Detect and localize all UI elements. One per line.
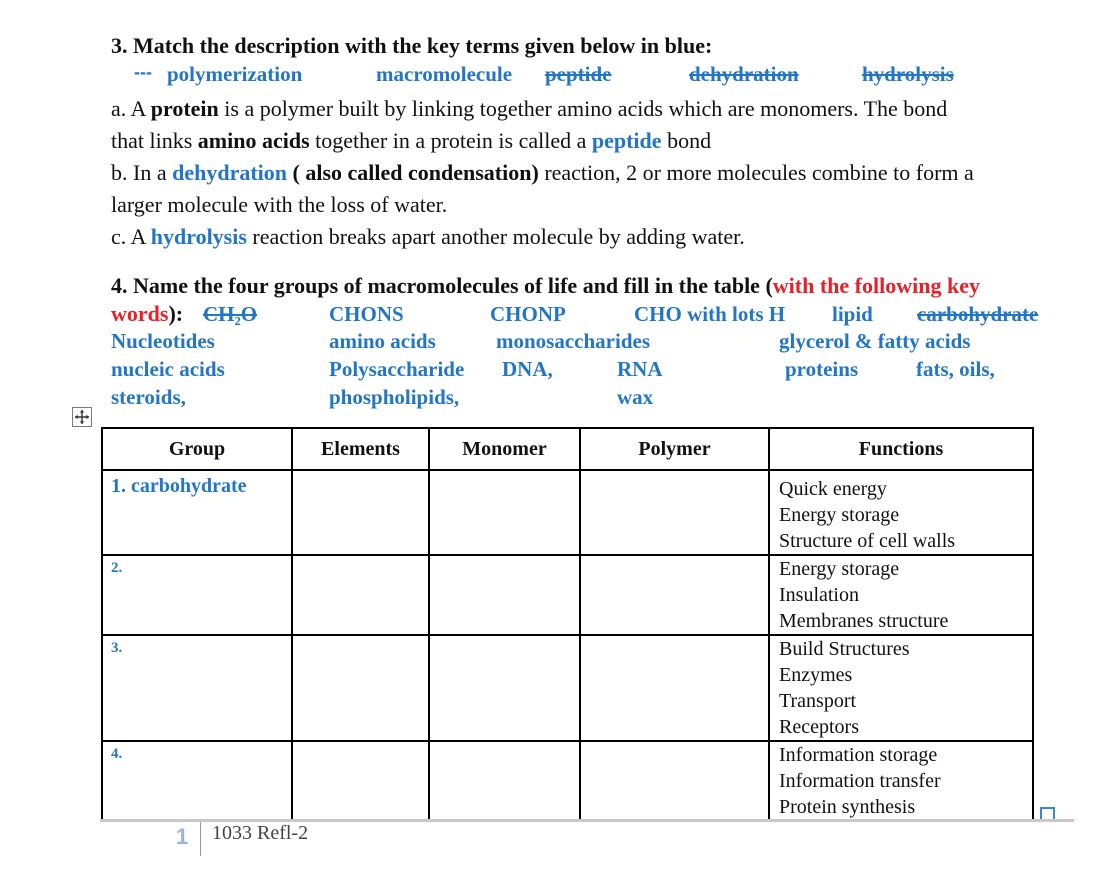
header-polymer: Polymer xyxy=(580,428,769,470)
page-number-divider xyxy=(200,822,201,856)
cell-group[interactable] xyxy=(102,470,292,555)
kw-monosaccharides: monosaccharides xyxy=(496,329,650,353)
cell-monomer[interactable] xyxy=(429,635,580,741)
cell-group[interactable] xyxy=(102,635,292,741)
kw-nucleotides: Nucleotides xyxy=(111,329,215,353)
q3c-line: c. A hydrolysis reaction breaks apart another molecule by adding water. xyxy=(111,224,745,249)
kw-wax: wax xyxy=(617,385,654,409)
kw-nucleic-acids: nucleic acids xyxy=(111,357,225,381)
table-move-handle[interactable] xyxy=(72,407,92,427)
q4-title: 4. Name the four groups of macromolecules of life and fill in the table (with the following key xyxy=(111,273,980,298)
kw-chonp: CHONP xyxy=(490,302,566,326)
q3-title: 3. Match the description with the key terms given below in blue: xyxy=(111,33,713,58)
cell-monomer[interactable] xyxy=(429,741,580,821)
term-dehydration: dehydration xyxy=(689,62,799,86)
header-group: Group xyxy=(102,428,292,470)
kw-lipid: lipid xyxy=(832,302,873,326)
table-row xyxy=(102,635,1033,741)
cell-functions xyxy=(769,555,1033,635)
footer-text: 1033 Refl-2 xyxy=(212,822,309,844)
cell-functions xyxy=(769,470,1033,555)
function-item: Enzymes xyxy=(779,664,853,686)
group-label: 1. carbohydrate xyxy=(111,475,247,497)
q3b-line1: b. In a dehydration ( also called condensation) reaction, 2 or more molecules combine to form a xyxy=(111,160,974,185)
macromolecule-table xyxy=(101,427,1034,822)
group-label: 2. xyxy=(111,560,123,576)
table-row xyxy=(102,555,1033,635)
function-item: Build Structures xyxy=(779,638,910,660)
cell-elements[interactable] xyxy=(292,470,429,555)
cell-polymer[interactable] xyxy=(580,635,769,741)
table-row xyxy=(102,470,1033,555)
cell-polymer[interactable] xyxy=(580,555,769,635)
cell-group[interactable] xyxy=(102,741,292,821)
q3a-line2: that links amino acids together in a protein is called a peptide bond xyxy=(111,128,712,153)
function-item: Membranes structure xyxy=(779,610,949,632)
cell-elements[interactable] xyxy=(292,741,429,821)
cell-functions xyxy=(769,741,1033,821)
function-item: Protein synthesis xyxy=(779,796,916,818)
q3b-answer: dehydration xyxy=(172,160,288,185)
kw-phospholipids: phospholipids, xyxy=(329,385,460,409)
four-arrows-icon xyxy=(74,409,90,425)
term-macromolecule: macromolecule xyxy=(376,62,513,86)
cell-polymer[interactable] xyxy=(580,741,769,821)
q3a-line1: a. A protein is a polymer built by linking together amino acids which are monomers. The bond xyxy=(111,96,948,121)
cell-polymer[interactable] xyxy=(580,470,769,555)
kw-steroids: steroids, xyxy=(111,385,186,409)
group-label: 4. xyxy=(111,746,123,762)
term-polymerization: polymerization xyxy=(167,62,303,86)
term-peptide: peptide xyxy=(545,62,612,86)
table-row xyxy=(102,741,1033,821)
header-monomer: Monomer xyxy=(429,428,580,470)
header-functions: Functions xyxy=(769,428,1033,470)
kw-chons: CHONS xyxy=(329,302,404,326)
q3c-answer: hydrolysis xyxy=(150,224,247,249)
kw-fats-oils: fats, oils, xyxy=(916,357,995,381)
function-item: Quick energy xyxy=(779,478,887,500)
function-item: Information storage xyxy=(779,744,938,766)
function-item: Insulation xyxy=(779,584,859,606)
cell-elements[interactable] xyxy=(292,635,429,741)
kw-carbohydrate: carbohydrate xyxy=(917,302,1039,326)
page-number: 1 xyxy=(176,824,189,849)
table-header-row xyxy=(102,428,1033,470)
function-item: Information transfer xyxy=(779,770,941,792)
kw-cho-lots-h: CHO with lots H xyxy=(634,302,786,326)
q3a-answer: peptide xyxy=(591,128,662,153)
function-item: Energy storage xyxy=(779,504,900,526)
cell-monomer[interactable] xyxy=(429,555,580,635)
cell-elements[interactable] xyxy=(292,555,429,635)
kw-rna: RNA xyxy=(617,357,663,381)
q4-title-cont: words): xyxy=(111,301,184,326)
dash: --- xyxy=(134,62,152,82)
cell-monomer[interactable] xyxy=(429,470,580,555)
term-hydrolysis: hydrolysis xyxy=(862,62,954,86)
cell-functions xyxy=(769,635,1033,741)
function-item: Energy storage xyxy=(779,558,900,580)
kw-dna: DNA, xyxy=(502,357,553,381)
kw-amino-acids: amino acids xyxy=(329,329,436,353)
function-item: Structure of cell walls xyxy=(779,530,956,552)
cell-group[interactable] xyxy=(102,555,292,635)
function-item: Transport xyxy=(779,690,857,712)
kw-proteins: proteins xyxy=(785,357,859,381)
kw-polysaccharide: Polysaccharide xyxy=(329,357,465,381)
q3b-line2: larger molecule with the loss of water. xyxy=(111,192,448,217)
header-elements: Elements xyxy=(292,428,429,470)
kw-glycerol-fatty-acids: glycerol & fatty acids xyxy=(779,329,971,353)
function-item: Receptors xyxy=(779,716,859,738)
kw-ch2o: CH₂O xyxy=(203,302,258,326)
group-label: 3. xyxy=(111,640,123,656)
